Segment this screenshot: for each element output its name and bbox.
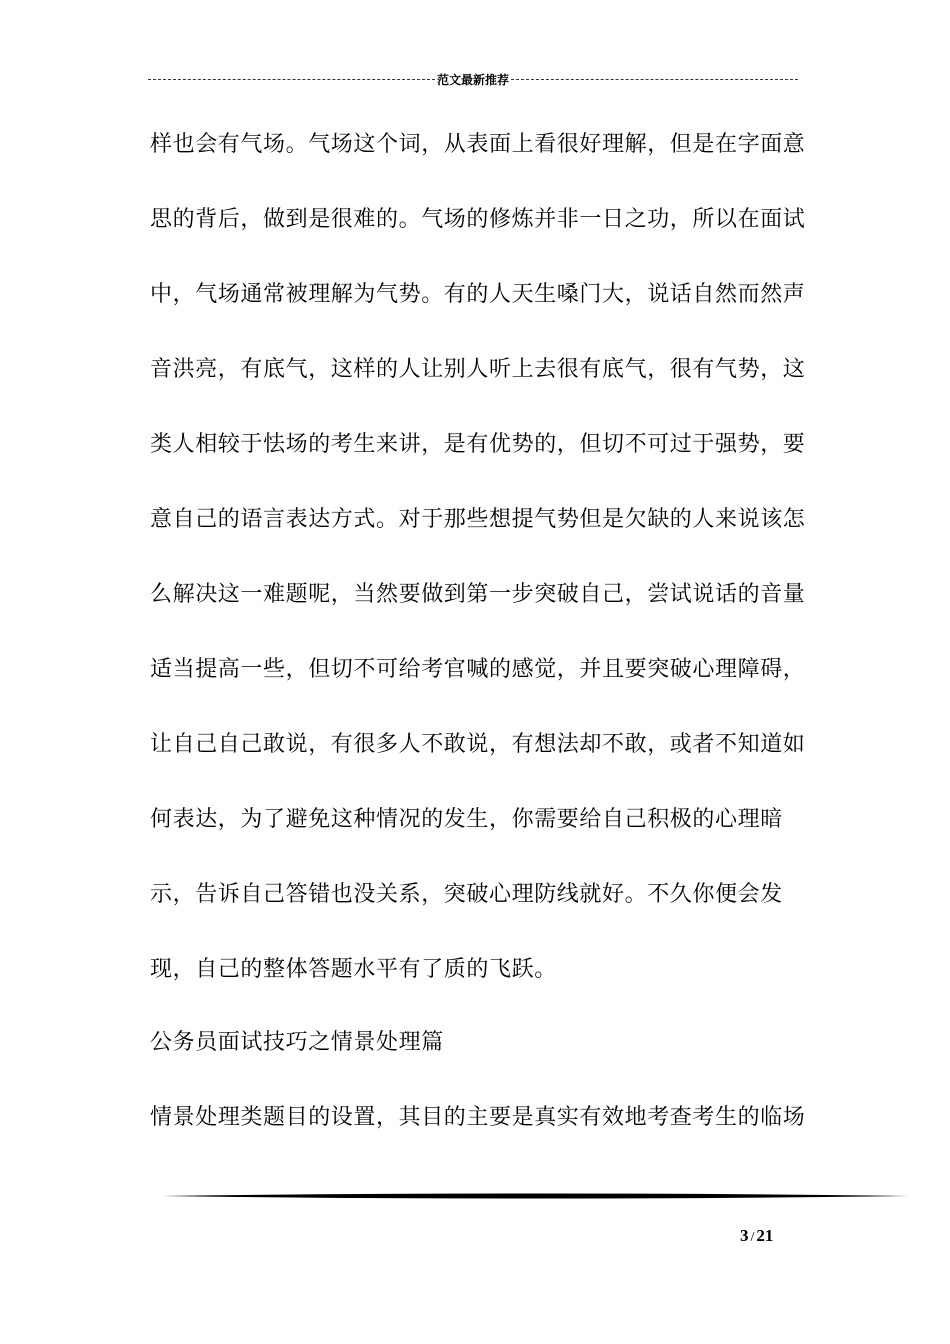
header-dashes-left xyxy=(148,79,435,80)
header-dashes-right xyxy=(511,79,798,80)
body-line: 么解决这一难题呢，当然要做到第一步突破自己，尝试说话的音量 xyxy=(150,582,806,607)
footer-divider xyxy=(162,1192,908,1200)
page-header xyxy=(148,70,798,88)
body-line: 适当提高一些，但切不可给考官喊的感觉，并且要突破心理障碍， xyxy=(150,657,806,682)
section-heading: 公务员面试技巧之情景处理篇 xyxy=(150,1030,444,1055)
body-line: 何表达，为了避免这种情况的发生，你需要给自己积极的心理暗 xyxy=(150,807,783,832)
body-line: 让自己自己敢说，有很多人不敢说，有想法却不敢，或者不知道如 xyxy=(150,732,806,757)
page-current: 3 xyxy=(740,1226,749,1245)
body-line: 意自己的语言表达方式。对于那些想提气势但是欠缺的人来说该怎 xyxy=(150,507,806,532)
body-line: 现，自己的整体答题水平有了质的飞跃。 xyxy=(150,957,557,982)
page-total: 21 xyxy=(756,1226,774,1245)
body-line: 情景处理类题目的设置，其目的主要是真实有效地考查考生的临场 xyxy=(150,1105,806,1130)
body-line: 类人相较于怯场的考生来讲，是有优势的，但切不可过于强势，要 xyxy=(150,432,806,457)
header-title: 范文最新推荐 xyxy=(437,72,510,87)
body-line: 样也会有气场。气场这个词，从表面上看很好理解，但是在字面意 xyxy=(150,132,806,157)
body-line: 示，告诉自己答错也没关系，突破心理防线就好。不久你便会发 xyxy=(150,882,783,907)
page-separator: / xyxy=(750,1230,755,1245)
body-line: 中，气场通常被理解为气势。有的人天生嗓门大，说话自然而然声 xyxy=(150,282,806,307)
page-number xyxy=(740,1226,810,1246)
body-line: 思的背后，做到是很难的。气场的修炼并非一日之功，所以在面试 xyxy=(150,207,806,232)
body-line: 音洪亮，有底气，这样的人让别人听上去很有底气，很有气势，这 xyxy=(150,357,806,382)
